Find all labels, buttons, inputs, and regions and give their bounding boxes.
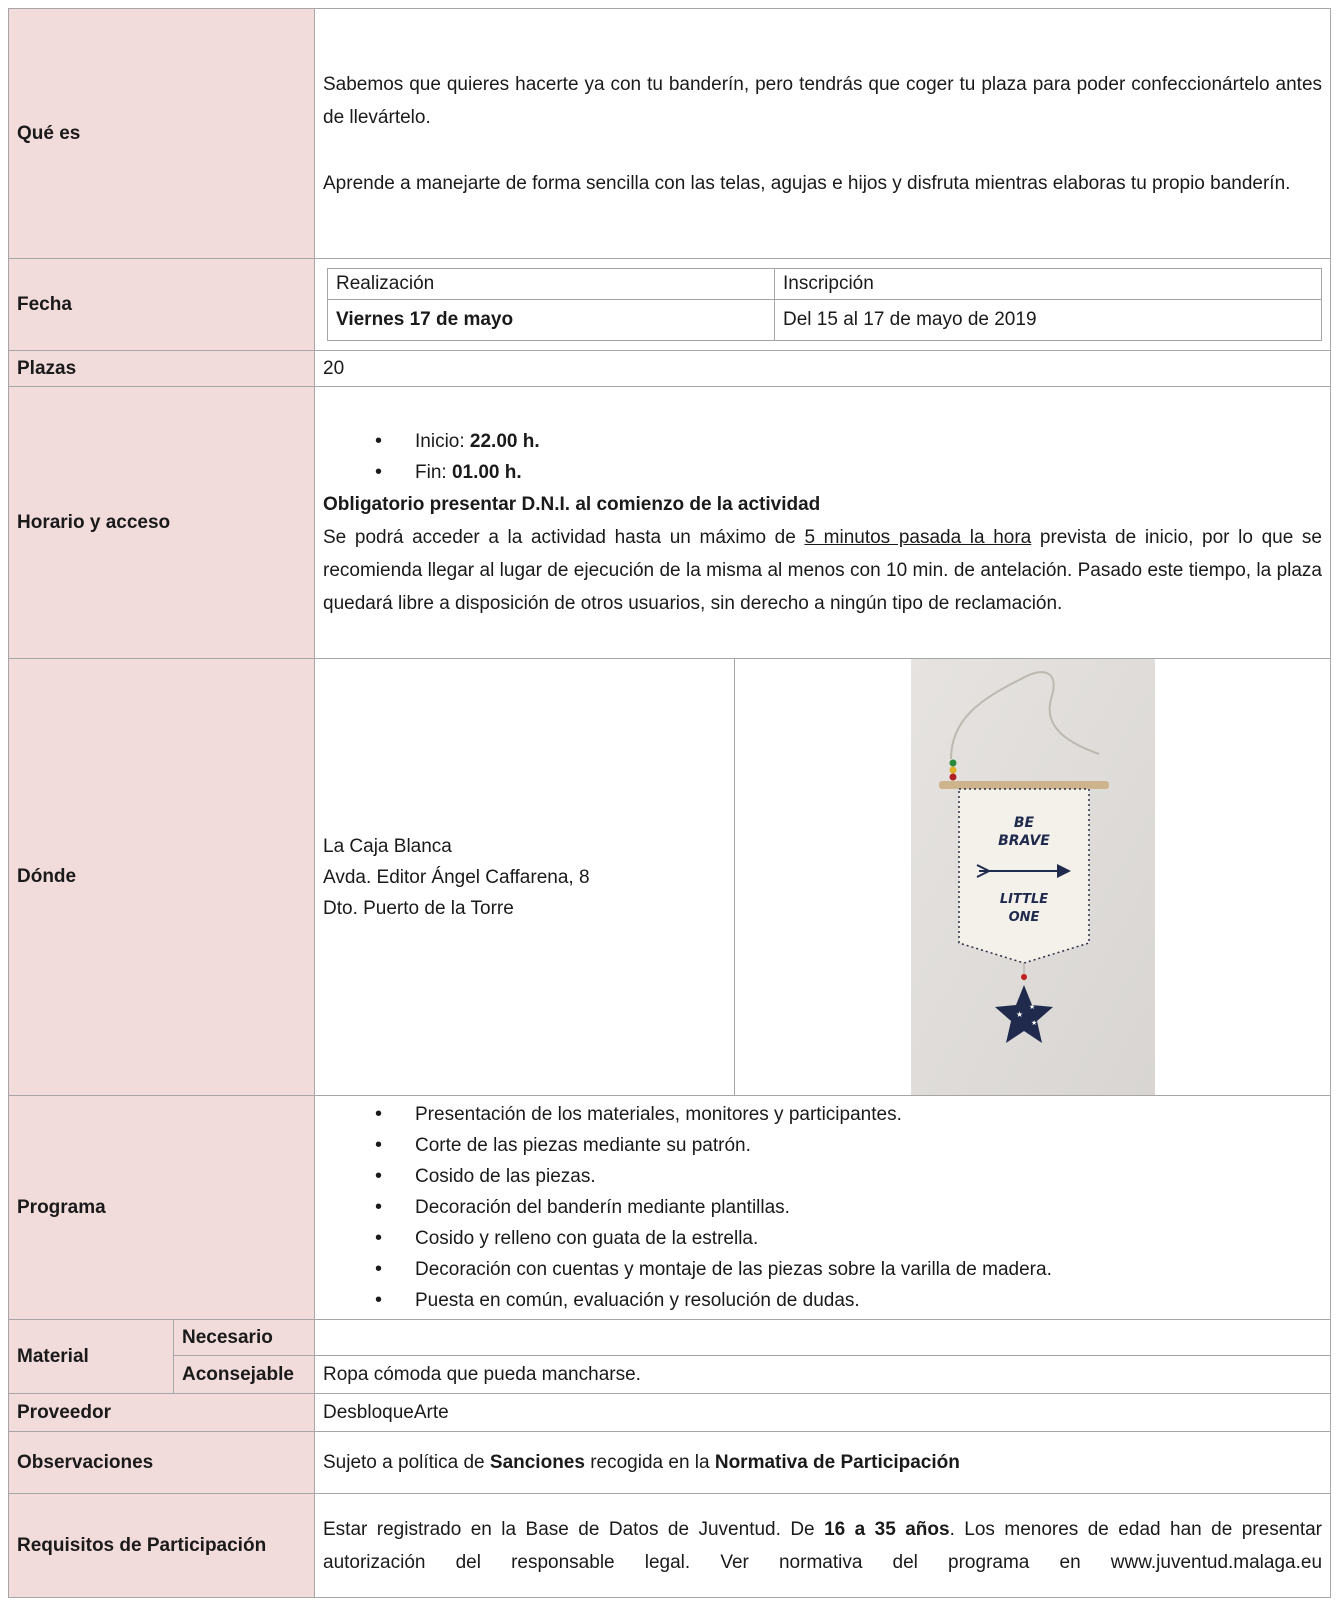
list-item: • Decoración del banderín mediante plantillas.	[415, 1192, 1322, 1223]
banner-text: LITTLE	[999, 892, 1048, 907]
list-item: • Presentación de los materiales, monitores y participantes.	[415, 1099, 1322, 1130]
label-material: Material	[9, 1320, 174, 1394]
list-item: • Cosido de las piezas.	[415, 1161, 1322, 1192]
fecha-inscripcion-value: Del 15 al 17 de mayo de 2019	[775, 300, 1322, 341]
row-requisitos	[9, 1494, 1331, 1598]
label-plazas: Plazas	[9, 351, 315, 387]
que-es-content	[315, 9, 1331, 259]
address-line: Avda. Editor Ángel Caffarena, 8	[323, 866, 590, 888]
row-programa	[9, 1096, 1331, 1320]
banner-text: ONE	[1008, 910, 1039, 925]
plazas-value: 20	[315, 351, 1331, 387]
label-aconsejable: Aconsejable	[174, 1356, 315, 1394]
list-item: • Cosido y relleno con guata de la estrella.	[415, 1223, 1322, 1254]
proveedor-value: DesbloqueArte	[315, 1394, 1331, 1432]
fecha-header-inscripcion: Inscripción	[775, 269, 1322, 300]
banner-photo	[911, 659, 1155, 1095]
label-programa: Programa	[9, 1096, 315, 1320]
aconsejable-value: Ropa cómoda que pueda mancharse.	[315, 1356, 1331, 1394]
row-material-aconsejable	[9, 1356, 1331, 1394]
activity-table	[8, 8, 1331, 1598]
programa-list	[323, 1099, 1322, 1316]
svg-text:★: ★	[1028, 1004, 1035, 1011]
horario-list	[323, 426, 1322, 488]
fecha-header-realizacion: Realización	[328, 269, 775, 300]
address-line: La Caja Blanca	[323, 835, 452, 857]
que-es-paragraph-1: Sabemos que quieres hacerte ya con tu banderín, pero tendrás que coger tu plaza para poder confeccionártelo antes de llevártelo.	[323, 73, 1323, 128]
programa-content	[315, 1096, 1331, 1320]
requisitos-value: Estar registrado en la Base de Datos de Juventud. De 16 a 35 años. Los menores de edad han de presentar autorización del responsable legal. Ver normativa del programa en www.juventud.malaga.eu	[315, 1494, 1331, 1598]
horario-text: Se podrá acceder a la actividad hasta un máximo de 5 minutos pasada la hora prevista de inicio, por lo que se recomienda llegar al lugar de ejecución de la misma al menos con 10 min. de antelación. Pasado este tiempo, la plaza quedará libre a disposición de otros usuarios, sin derecho a ningún tipo de reclamación.	[323, 526, 1323, 614]
label-que-es: Qué es	[9, 9, 315, 259]
donde-photo-cell	[735, 659, 1331, 1096]
svg-text:★: ★	[1015, 1010, 1023, 1019]
label-donde: Dónde	[9, 659, 315, 1096]
label-horario: Horario y acceso	[9, 387, 315, 659]
address-line: Dto. Puerto de la Torre	[323, 897, 514, 919]
list-item: • Puesta en común, evaluación y resolución de dudas.	[415, 1285, 1322, 1316]
banner-text: BE	[1013, 815, 1034, 831]
row-fecha	[9, 259, 1331, 351]
list-item: • Corte de las piezas mediante su patrón.	[415, 1130, 1322, 1161]
list-item: • Fin: 01.00 h.	[415, 457, 1322, 488]
horario-content	[315, 387, 1331, 659]
svg-text:★: ★	[1030, 1020, 1037, 1027]
que-es-paragraph-2: Aprende a manejarte de forma sencilla con las telas, agujas e hijos y disfruta mientras elaboras tu propio banderín.	[323, 172, 1291, 194]
label-observaciones: Observaciones	[9, 1432, 315, 1494]
row-material-necesario	[9, 1320, 1331, 1356]
row-proveedor	[9, 1394, 1331, 1432]
label-proveedor: Proveedor	[9, 1394, 315, 1432]
donde-address	[315, 659, 735, 1096]
label-requisitos: Requisitos de Participación	[9, 1494, 315, 1598]
row-horario	[9, 387, 1331, 659]
label-fecha: Fecha	[9, 259, 315, 351]
necesario-value	[315, 1320, 1331, 1356]
fecha-table	[327, 268, 1322, 341]
list-item: • Inicio: 22.00 h.	[415, 426, 1322, 457]
label-necesario: Necesario	[174, 1320, 315, 1356]
row-donde	[9, 659, 1331, 1096]
row-observaciones	[9, 1432, 1331, 1494]
banner-text: BRAVE	[997, 833, 1050, 849]
observaciones-value: Sujeto a política de Sanciones recogida en la Normativa de Participación	[315, 1432, 1331, 1494]
dni-notice: Obligatorio presentar D.N.I. al comienzo de la actividad	[323, 493, 821, 515]
row-plazas	[9, 351, 1331, 387]
list-item: • Decoración con cuentas y montaje de las piezas sobre la varilla de madera.	[415, 1254, 1322, 1285]
row-que-es	[9, 9, 1331, 259]
fecha-realizacion-value: Viernes 17 de mayo	[328, 300, 775, 341]
fecha-content	[315, 259, 1331, 351]
